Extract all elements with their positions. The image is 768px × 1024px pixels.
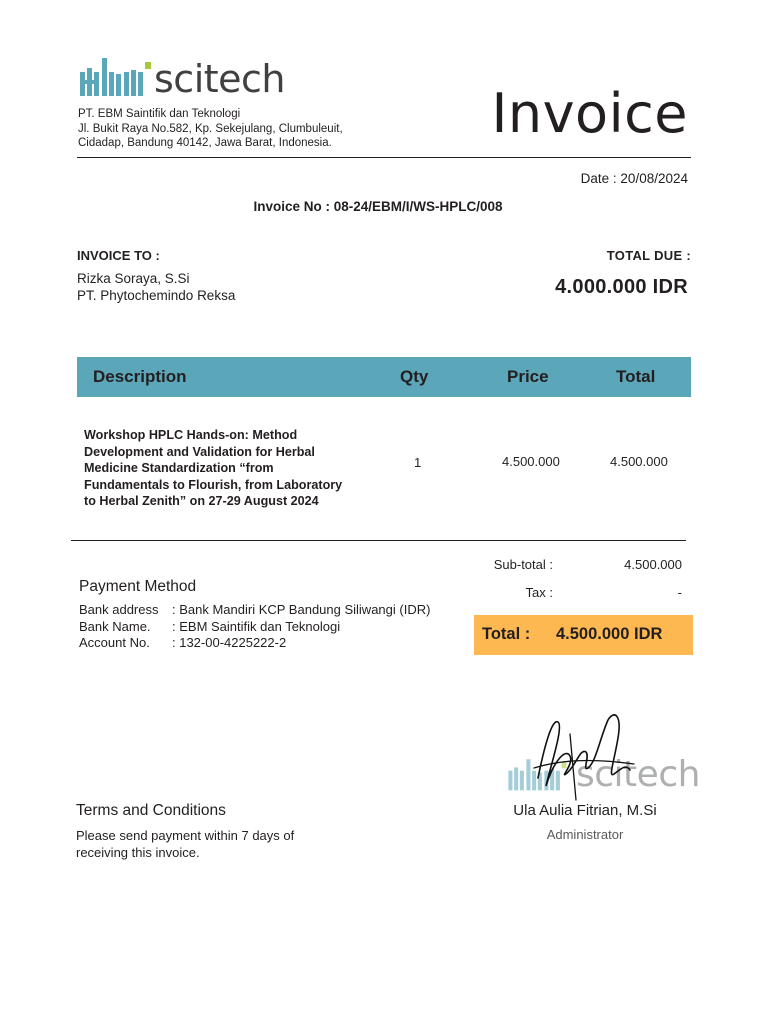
total-due-amount: 4.000.000 IDR <box>555 276 688 298</box>
signer-role: Administrator <box>546 827 624 842</box>
company-address-line-2: Cidadap, Bandung 40142, Jawa Barat, Indonesia. <box>78 137 332 149</box>
payment-key: Bank Name. <box>79 618 151 634</box>
grand-total-label: Total : <box>482 625 531 643</box>
column-header-total: Total <box>616 367 656 386</box>
description-line: Medicine Standardization “from <box>84 461 274 475</box>
company-name: PT. EBM Saintifik dan Teknologi <box>78 108 241 120</box>
payment-row <box>79 602 430 619</box>
grand-total-box <box>474 615 693 655</box>
company-logo <box>78 52 286 101</box>
payment-details <box>79 602 430 652</box>
payment-method-title: Payment Method <box>79 578 197 595</box>
description-line: Development and Validation for Herbal <box>84 444 315 459</box>
table-row-total: 4.500.000 <box>610 454 668 469</box>
tax-value: - <box>677 585 682 600</box>
invoice-date: Date : 20/08/2024 <box>580 171 688 186</box>
tax-label: Tax : <box>525 585 553 600</box>
signature-block <box>500 708 710 808</box>
invoice-number: Invoice No : 08-24/EBM/I/WS-HPLC/008 <box>253 199 503 214</box>
payment-value: : 132-00-4225222-2 <box>172 635 287 650</box>
terms-text <box>76 827 346 861</box>
column-header-qty: Qty <box>400 367 429 386</box>
handwritten-signature-icon <box>530 708 640 804</box>
table-row-description <box>84 427 369 510</box>
payment-row <box>79 619 430 636</box>
client-company: PT. Phytochemindo Reksa <box>77 287 236 303</box>
column-header-price: Price <box>507 367 549 386</box>
client-name: Rizka Soraya, S.Si <box>77 271 190 286</box>
client-info <box>77 271 235 304</box>
terms-line: receiving this invoice. <box>76 845 200 860</box>
company-address-line-1: Jl. Bukit Raya No.582, Kp. Sekejulang, Clumbuleuit, <box>78 122 343 135</box>
subtotal-label: Sub-total : <box>493 557 553 572</box>
payment-value: : Bank Mandiri KCP Bandung Siliwangi (IDR) <box>172 602 431 617</box>
total-due-label: TOTAL DUE : <box>606 248 691 263</box>
subtotal-value: 4.500.000 <box>624 557 682 572</box>
stamp-wordmark: scitech <box>576 754 700 795</box>
ebm-logo-mark-icon <box>78 54 152 98</box>
terms-line: Please send payment within 7 days of <box>76 828 295 843</box>
table-row-price: 4.500.000 <box>502 454 560 469</box>
payment-row <box>79 635 430 652</box>
description-line: Workshop HPLC Hands-on: Method <box>84 428 298 442</box>
table-row-qty: 1 <box>414 455 422 470</box>
column-header-description: Description <box>93 367 187 386</box>
signer-name: Ula Aulia Fitrian, M.Si <box>513 802 657 819</box>
description-line: Fundamentals to Flourish, from Laboratory <box>84 477 343 492</box>
payment-value: : EBM Saintifik dan Teknologi <box>172 618 341 634</box>
table-divider <box>71 540 686 541</box>
company-info <box>78 107 343 151</box>
grand-total-value: 4.500.000 IDR <box>556 625 663 643</box>
document-title: Invoice <box>491 82 688 145</box>
logo-wordmark: scitech <box>154 57 286 101</box>
description-line: to Herbal Zenith” on 27-29 August 2024 <box>84 494 319 508</box>
payment-key: Bank address <box>79 602 159 617</box>
payment-key: Account No. <box>79 635 150 650</box>
header-divider <box>77 157 691 158</box>
invoice-to-label: INVOICE TO : <box>77 248 160 263</box>
table-header <box>77 357 691 397</box>
terms-title: Terms and Conditions <box>76 802 226 819</box>
